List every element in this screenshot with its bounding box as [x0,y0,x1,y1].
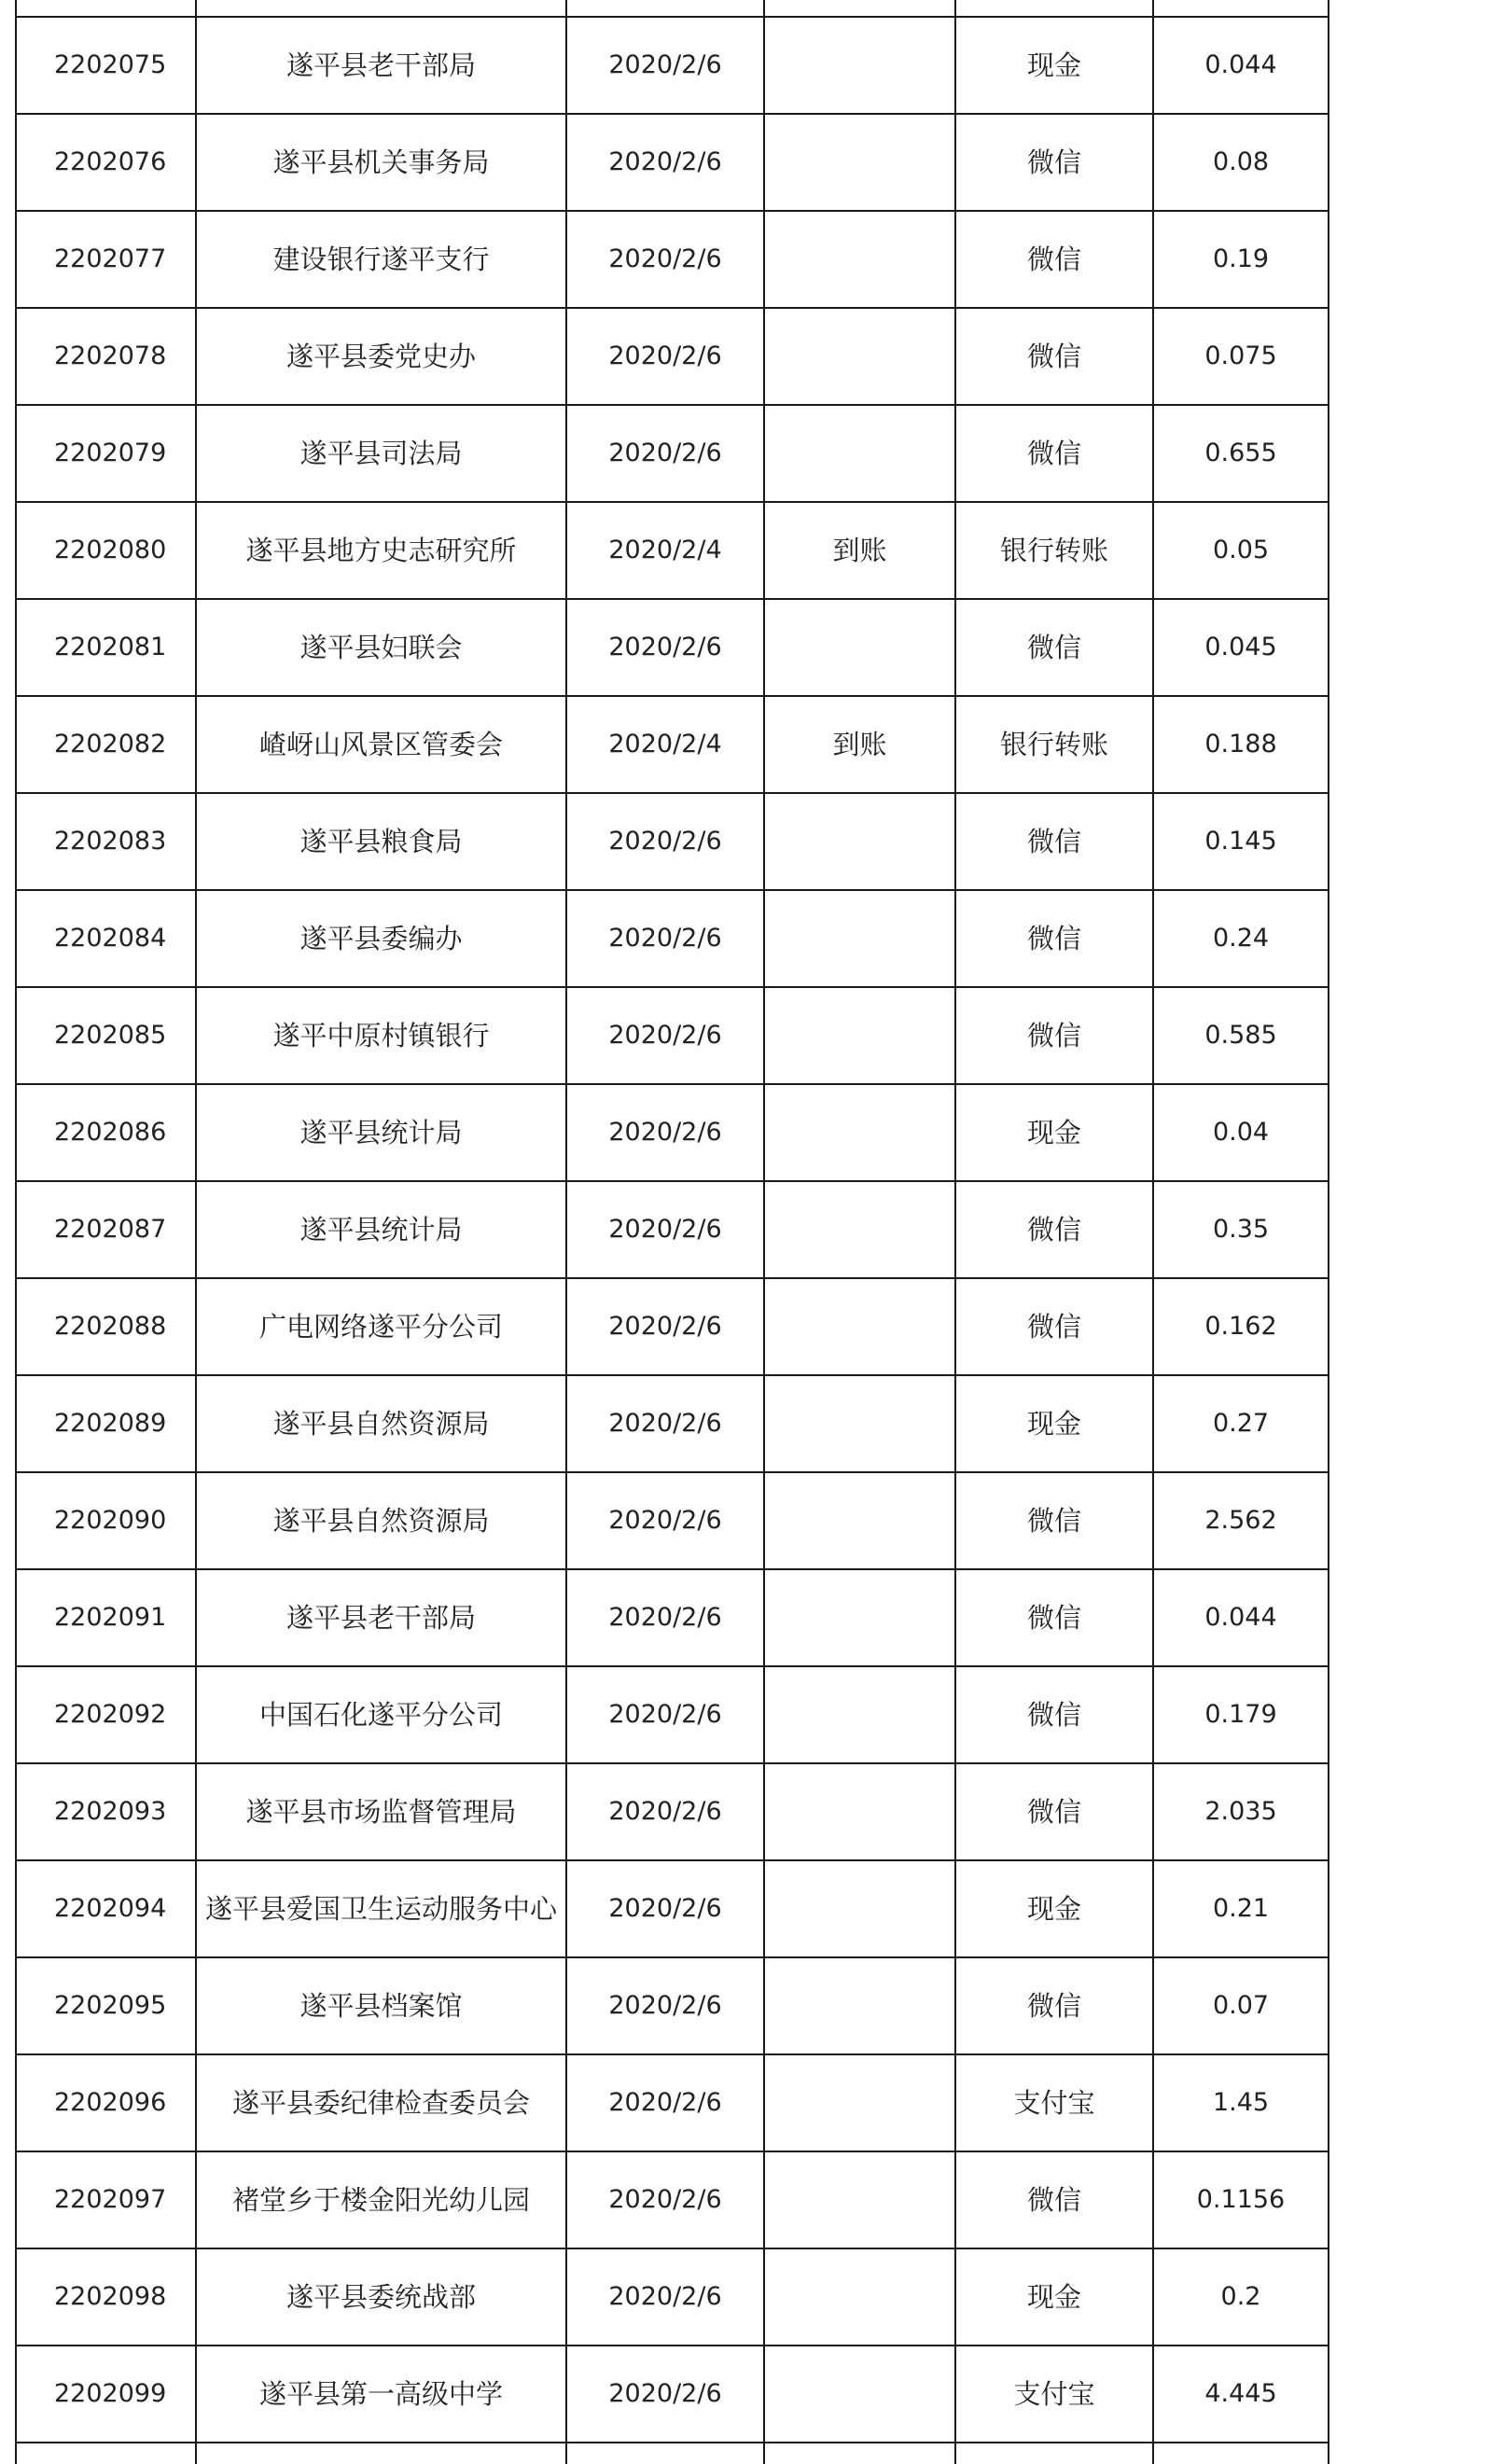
cell-method: 银行转账 [999,729,1108,760]
cell-status [765,1764,954,1859]
cell-method: 微信 [1026,1602,1081,1634]
cell-id: 2202087 [54,1215,167,1244]
cell-status [765,1861,954,1956]
cell-id: 2202099 [54,2379,167,2408]
cell-id: 2202088 [54,1312,167,1341]
cell-method: 微信 [1026,1505,1081,1537]
cell-id: 2202079 [54,439,167,467]
cell-date: 2020/2/6 [608,1894,722,1923]
cell-amount: 0.08 [1212,147,1270,176]
cell-method: 微信 [1026,1311,1081,1343]
cell-name: 遂平县统计局 [299,1214,463,1246]
cell-status [765,1279,954,1374]
cell-name: 遂平县自然资源局 [272,1505,490,1537]
cell-note [1329,1570,1489,1665]
cell-amount: 0.045 [1204,633,1277,661]
cell-id: 2202085 [54,1021,167,1050]
cell-amount: 0.2 [1220,2282,1261,2311]
cell-amount: 0.075 [1204,341,1277,370]
cell-note [1329,115,1489,210]
cell-date: 2020/2/6 [608,2282,722,2311]
cell-method: 微信 [1026,826,1081,857]
cell-status [765,600,954,695]
cell-id: 2202091 [54,1603,167,1632]
cell-date: 2020/2/6 [608,1797,722,1826]
cell-name: 遂平县自然资源局 [272,1408,490,1440]
cell-id: 2202089 [54,1409,167,1438]
cell-amount: 0.585 [1204,1021,1277,1050]
cell-date: 2020/2/6 [608,1409,722,1438]
cell-name: 遂平县委纪律检查委员会 [231,2087,530,2119]
cell-amount: 0.655 [1204,439,1277,467]
cell-id: 2202076 [54,147,167,176]
cell-status [765,2152,954,2248]
cell-method: 微信 [1026,341,1081,372]
cell-status [765,2346,954,2442]
cell-amount: 2.035 [1204,1797,1277,1826]
cell-status [765,1376,954,1471]
cell-note [1329,212,1489,307]
cell-id: 2202084 [54,924,167,953]
cell-amount: 1.45 [1212,2088,1270,2117]
cell-id: 2202092 [54,1700,167,1729]
cell-name: 嵖岈山风景区管委会 [258,729,503,760]
cell-name: 遂平县司法局 [299,438,463,469]
cell-note [1329,1667,1489,1762]
cell-name: 遂平县统计局 [299,1117,463,1148]
cell-note [1329,2055,1489,2151]
cell-date: 2020/2/6 [608,147,722,176]
cell-date: 2020/2/6 [608,1021,722,1050]
cell-method: 微信 [1026,1699,1081,1731]
cell-id: 2202081 [54,633,167,661]
cell-method: 微信 [1026,923,1081,954]
cell-note [1329,794,1489,889]
cell-note [1329,1958,1489,2053]
cell-method: 微信 [1026,2184,1081,2216]
cell-status [765,794,954,889]
cell-name: 建设银行遂平支行 [272,244,490,275]
cell-status [765,212,954,307]
cell-method: 微信 [1026,1990,1081,2022]
cell-amount: 0.05 [1212,536,1270,564]
cell-method: 微信 [1026,438,1081,469]
cell-status [765,1182,954,1277]
cell-date: 2020/2/4 [608,536,722,564]
cell-method: 微信 [1026,632,1081,663]
cell-date: 2020/2/6 [608,1603,722,1632]
cell-note [1329,1376,1489,1471]
cell-method: 支付宝 [1013,2378,1095,2410]
cell-name: 遂平县市场监督管理局 [245,1796,517,1828]
cell-date: 2020/2/6 [608,1215,722,1244]
cell-note [1329,1279,1489,1374]
cell-name: 遂平中原村镇银行 [272,1020,490,1051]
cell-name: 广电网络遂平分公司 [258,1311,503,1343]
cell-status [765,406,954,501]
cell-amount: 0.179 [1204,1700,1277,1729]
cell-name: 遂平县档案馆 [299,1990,463,2022]
row-divider [15,2442,1329,2443]
cell-date: 2020/2/6 [608,633,722,661]
cell-note [1329,1473,1489,1568]
cell-amount: 0.35 [1212,1215,1270,1244]
cell-id: 2202095 [54,1991,167,2020]
cell-date: 2020/2/6 [608,924,722,953]
cell-method: 微信 [1026,244,1081,275]
cell-name: 遂平县爱国卫生运动服务中心 [204,1893,557,1925]
cell-status [765,2249,954,2345]
cell-status [765,891,954,986]
cell-name: 遂平县粮食局 [299,826,463,857]
cell-amount: 0.07 [1212,1991,1270,2020]
cell-note [1329,2346,1489,2442]
cell-status [765,309,954,404]
cell-id: 2202082 [54,730,167,759]
cell-note [1329,1182,1489,1277]
cell-amount: 0.1156 [1196,2185,1286,2214]
cell-amount: 0.04 [1212,1118,1270,1147]
cell-note [1329,309,1489,404]
cell-status [765,1085,954,1180]
cell-date: 2020/2/6 [608,2088,722,2117]
cell-note [1329,891,1489,986]
cell-id: 2202083 [54,827,167,856]
cell-name: 遂平县机关事务局 [272,146,490,178]
cell-amount: 0.19 [1212,244,1270,273]
cell-name: 遂平县妇联会 [299,632,463,663]
cell-status [765,1473,954,1568]
cell-method: 现金 [1026,1117,1081,1148]
cell-id: 2202075 [54,50,167,79]
cell-amount: 2.562 [1204,1506,1277,1535]
cell-date: 2020/2/6 [608,2185,722,2214]
cell-method: 现金 [1026,2281,1081,2313]
cell-date: 2020/2/6 [608,1700,722,1729]
cell-amount: 0.188 [1204,730,1277,759]
cell-date: 2020/2/4 [608,730,722,759]
cell-amount: 4.445 [1204,2379,1277,2408]
cell-id: 2202096 [54,2088,167,2117]
cell-id: 2202080 [54,536,167,564]
cell-date: 2020/2/6 [608,1312,722,1341]
cell-method: 微信 [1026,1796,1081,1828]
cell-name: 遂平县地方史志研究所 [245,535,517,566]
cell-id: 2202093 [54,1797,167,1826]
cell-note [1329,1764,1489,1859]
cell-amount: 0.044 [1204,50,1277,79]
cell-note [1329,1085,1489,1180]
cell-id: 2202098 [54,2282,167,2311]
cell-note [1329,406,1489,501]
cell-date: 2020/2/6 [608,439,722,467]
cell-amount: 0.162 [1204,1312,1277,1341]
cell-name: 中国石化遂平分公司 [258,1699,503,1731]
cell-method: 支付宝 [1013,2087,1095,2119]
cell-note [1329,503,1489,598]
cell-method: 微信 [1026,1020,1081,1051]
cell-id: 2202094 [54,1894,167,1923]
cell-date: 2020/2/6 [608,50,722,79]
cell-date: 2020/2/6 [608,341,722,370]
cell-id: 2202078 [54,341,167,370]
cell-name: 遂平县委党史办 [285,341,476,372]
cell-note [1329,2152,1489,2248]
cell-status: 到账 [832,729,887,760]
cell-status [765,988,954,1083]
cell-name: 褚堂乡于楼金阳光幼儿园 [231,2184,530,2216]
cell-name: 遂平县委编办 [299,923,463,954]
cell-id: 2202077 [54,244,167,273]
cell-id: 2202090 [54,1506,167,1535]
cell-name: 遂平县第一高级中学 [258,2378,503,2410]
cell-note [1329,988,1489,1083]
cell-id: 2202097 [54,2185,167,2214]
cell-date: 2020/2/6 [608,1506,722,1535]
cell-method: 现金 [1026,1408,1081,1440]
cell-note [1329,2249,1489,2345]
cell-amount: 0.044 [1204,1603,1277,1632]
cell-name: 遂平县委统战部 [285,2281,476,2313]
cell-status: 到账 [832,535,887,566]
cell-method: 现金 [1026,49,1081,81]
cell-amount: 0.24 [1212,924,1270,953]
cell-date: 2020/2/6 [608,1118,722,1147]
cell-date: 2020/2/6 [608,827,722,856]
cell-status [765,1958,954,2053]
cell-status [765,2055,954,2151]
cell-note [1329,1861,1489,1956]
cell-status [765,18,954,113]
cell-status [765,115,954,210]
cell-date: 2020/2/6 [608,1991,722,2020]
cell-status [765,1667,954,1762]
cell-id: 2202086 [54,1118,167,1147]
cell-note [1329,18,1489,113]
cell-note [1329,600,1489,695]
cell-amount: 0.21 [1212,1894,1270,1923]
cell-method: 微信 [1026,1214,1081,1246]
cell-amount: 0.145 [1204,827,1277,856]
cell-date: 2020/2/6 [608,2379,722,2408]
cell-name: 遂平县老干部局 [285,1602,476,1634]
cell-note [1329,697,1489,792]
cell-amount: 0.27 [1212,1409,1270,1438]
cell-method: 现金 [1026,1893,1081,1925]
cell-status [765,1570,954,1665]
cell-date: 2020/2/6 [608,244,722,273]
cell-method: 银行转账 [999,535,1108,566]
cell-method: 微信 [1026,146,1081,178]
cell-name: 遂平县老干部局 [285,49,476,81]
